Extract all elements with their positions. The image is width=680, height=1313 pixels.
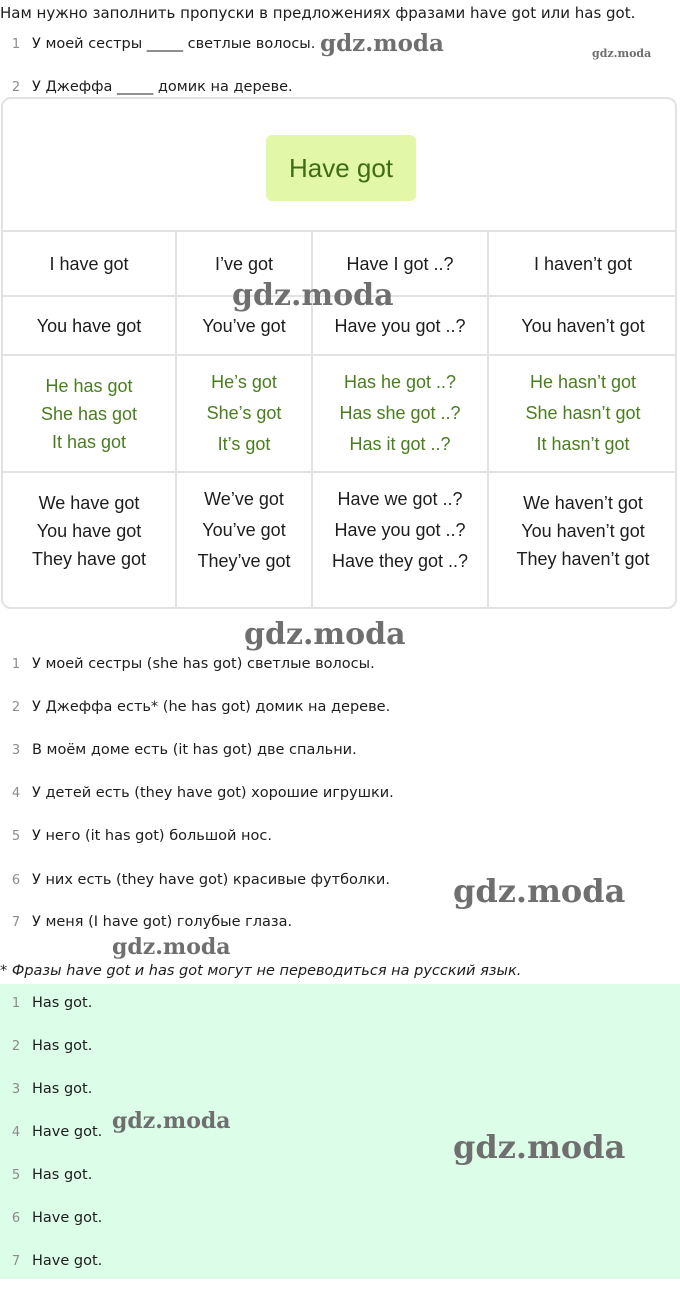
item-number: 7 <box>11 915 21 930</box>
table-cell <box>3 232 175 295</box>
cell-text: He has got <box>45 375 133 396</box>
table-cell <box>177 356 311 471</box>
cell-text: You have got <box>36 520 142 541</box>
cell-text: We’ve got <box>204 489 284 509</box>
item-number: 1 <box>11 657 21 672</box>
item-text: У Джеффа есть* (he has got) домик на дереве. <box>32 699 391 715</box>
translation-item <box>0 914 292 930</box>
translation-item <box>0 785 394 801</box>
watermark: gdz.moda <box>320 30 444 57</box>
item-text: У Джеффа _____ домик на дереве. <box>32 79 293 95</box>
cell-text: You’ve got <box>202 520 286 540</box>
cell-text: They haven’t got <box>516 548 650 569</box>
table-cell <box>3 356 175 471</box>
item-text: У моей сестры _____ светлые волосы. <box>32 36 316 52</box>
answer-item <box>0 1253 102 1269</box>
cell-text: Has it got ..? <box>349 434 451 454</box>
watermark: gdz.moda <box>453 1128 626 1166</box>
item-number: 7 <box>11 1254 21 1269</box>
cell-text: It hasn’t got <box>536 434 630 454</box>
grammar-table <box>1 97 677 609</box>
cell-text: You’ve got <box>202 315 286 336</box>
watermark: gdz.moda <box>112 1108 231 1134</box>
item-number: 2 <box>11 80 21 95</box>
translation-item <box>0 872 390 888</box>
watermark: gdz.moda <box>244 617 406 652</box>
footnote: * Фразы have got и has got могут не переводиться на русский язык. <box>0 963 522 979</box>
item-text: У моей сестры (she has got) светлые волосы. <box>32 656 375 672</box>
item-text: Has got. <box>32 1081 93 1097</box>
cell-text: Has she got ..? <box>339 403 461 423</box>
item-text: Have got. <box>32 1124 103 1140</box>
item-number: 2 <box>11 1039 21 1054</box>
item-number: 3 <box>11 1082 21 1097</box>
cell-text: Have they got ..? <box>331 551 469 571</box>
cell-text: She has got <box>40 403 138 424</box>
watermark: gdz.moda <box>453 872 626 910</box>
cell-text: I haven’t got <box>533 253 633 274</box>
cell-text: We haven’t got <box>523 492 643 513</box>
item-text: Has got. <box>32 995 93 1011</box>
cell-text: He’s got <box>211 372 277 392</box>
item-number: 2 <box>11 700 21 715</box>
item-number: 5 <box>11 1168 21 1183</box>
item-text: Have got. <box>32 1253 103 1269</box>
cell-text: She’s got <box>206 403 282 423</box>
item-text: У детей есть (they have got) хорошие игрушки. <box>32 785 394 801</box>
cell-text: Have we got ..? <box>337 489 463 509</box>
answer-item <box>0 995 92 1011</box>
answer-item <box>0 1167 92 1183</box>
cell-text: You have got <box>36 315 142 336</box>
translation-item <box>0 699 390 715</box>
cell-text: It’s got <box>217 434 271 454</box>
table-cell <box>489 232 677 295</box>
item-text: У него (it has got) большой нос. <box>32 828 272 844</box>
item-number: 1 <box>11 996 21 1011</box>
cell-text: Have you got ..? <box>334 315 466 336</box>
item-number: 4 <box>11 786 21 801</box>
item-number: 3 <box>11 743 21 758</box>
table-cell <box>3 473 175 588</box>
translation-item <box>0 742 357 758</box>
cell-text: She hasn’t got <box>525 403 641 423</box>
cell-text: I’ve got <box>214 253 274 274</box>
answer-item <box>0 1081 92 1097</box>
cell-text: You haven’t got <box>521 315 645 336</box>
item-text: Have got. <box>32 1210 103 1226</box>
cell-text: He hasn’t got <box>529 372 637 392</box>
cell-text: I have got <box>49 253 129 274</box>
table-cell <box>3 297 175 354</box>
translation-item <box>0 656 375 672</box>
item-number: 1 <box>11 37 21 52</box>
cell-text: Have you got ..? <box>334 520 466 540</box>
item-number: 6 <box>11 873 21 888</box>
table-cell <box>313 473 487 588</box>
item-text: У них есть (they have got) красивые футболки. <box>32 872 390 888</box>
cell-text: Have I got ..? <box>346 253 454 274</box>
item-text: В моём доме есть (it has got) две спальни. <box>32 742 357 758</box>
cell-text: They’ve got <box>197 551 291 571</box>
table-header: Have got <box>266 135 416 201</box>
answer-item <box>0 1038 92 1054</box>
item-number: 5 <box>11 829 21 844</box>
cell-text: You haven’t got <box>521 520 645 541</box>
item-text: Has got. <box>32 1038 93 1054</box>
table-cell <box>313 356 487 471</box>
item-number: 4 <box>11 1125 21 1140</box>
item-number: 6 <box>11 1211 21 1226</box>
watermark: gdz.moda <box>112 934 231 960</box>
question-item <box>0 36 315 52</box>
translation-item <box>0 828 272 844</box>
table-cell <box>489 297 677 354</box>
answer-item <box>0 1210 102 1226</box>
item-text: Has got. <box>32 1167 93 1183</box>
watermark: gdz.moda <box>592 47 652 60</box>
item-text: У меня (I have got) голубые глаза. <box>32 914 293 930</box>
cell-text: They have got <box>31 548 147 569</box>
question-item <box>0 79 293 95</box>
cell-text: We have got <box>38 492 140 513</box>
table-cell <box>489 473 677 588</box>
table-cell <box>177 473 311 588</box>
table-cell <box>489 356 677 471</box>
cell-text: Has he got ..? <box>343 372 457 392</box>
task-instruction: Нам нужно заполнить пропуски в предложениях фразами have got или has got. <box>0 4 636 22</box>
answer-item <box>0 1124 102 1140</box>
watermark: gdz.moda <box>232 278 394 313</box>
cell-text: It has got <box>51 431 127 452</box>
